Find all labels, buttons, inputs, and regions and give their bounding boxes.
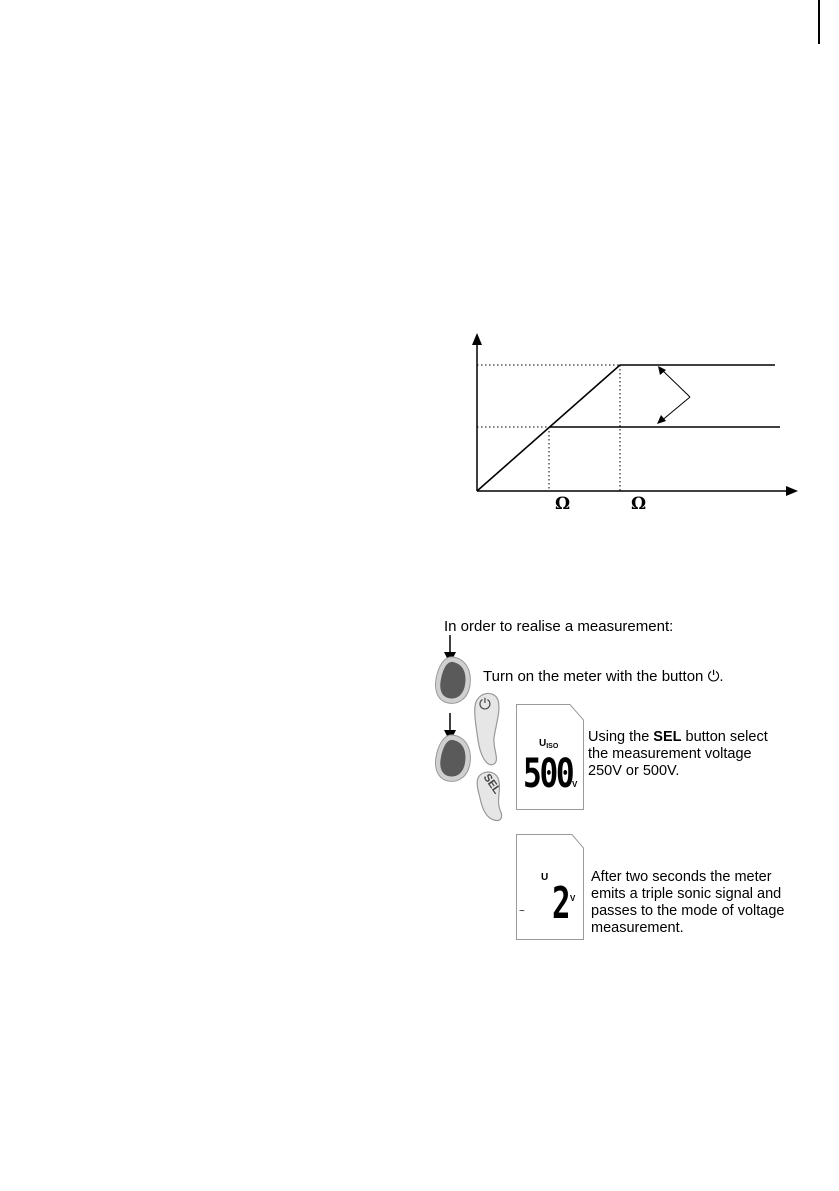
uiso-label [539,738,558,749]
lcd-display-voltage-select [516,704,584,810]
graph-svg [460,325,810,520]
y-axis-arrow-icon [472,333,482,345]
uiso-sub: ISO [546,743,559,750]
sel-button[interactable] [474,770,508,822]
step2-suffix: button select the measurement voltage 250V or 500V. [588,729,768,779]
lcd-frame [516,834,584,940]
press-button-icon [432,655,474,707]
display-value: 500 [523,751,573,797]
display-value: 2 [552,878,571,929]
power-button[interactable] [470,688,504,768]
step2-bold: SEL [653,729,682,745]
step3-text: After two seconds the meter emits a triple sonic signal and passes to the mode of voltage measurement. [591,869,785,936]
step1-text: Turn on the meter with the button ⏻. [483,668,724,685]
uiso-main: U [539,738,547,749]
annotation-arrow-down [660,397,690,422]
voltage-resistance-graph [460,325,810,520]
power-icon: ⏻ [479,696,491,713]
instructions-intro: In order to realise a measurement: [444,618,674,635]
curve-upper [477,365,775,491]
annotation-arrowhead-down-icon [657,415,666,424]
x-tick-label: Ω [555,494,571,514]
display-unit: V [572,780,578,789]
x-axis-arrow-icon [786,486,798,496]
cut-line [818,0,820,44]
step2-text [588,729,788,780]
annotation-arrow-up [660,368,690,397]
annotation-arrowhead-up-icon [658,366,666,375]
press-button-icon [432,733,474,785]
u-label: U [541,872,549,883]
step2-prefix: Using the [588,729,654,745]
display-unit: V [570,894,576,903]
lcd-display-voltage-measure [516,834,584,940]
sel-button-label: SEL [480,771,503,797]
x-tick-label: Ω [631,494,647,514]
ac-symbol: ~ [519,906,525,917]
